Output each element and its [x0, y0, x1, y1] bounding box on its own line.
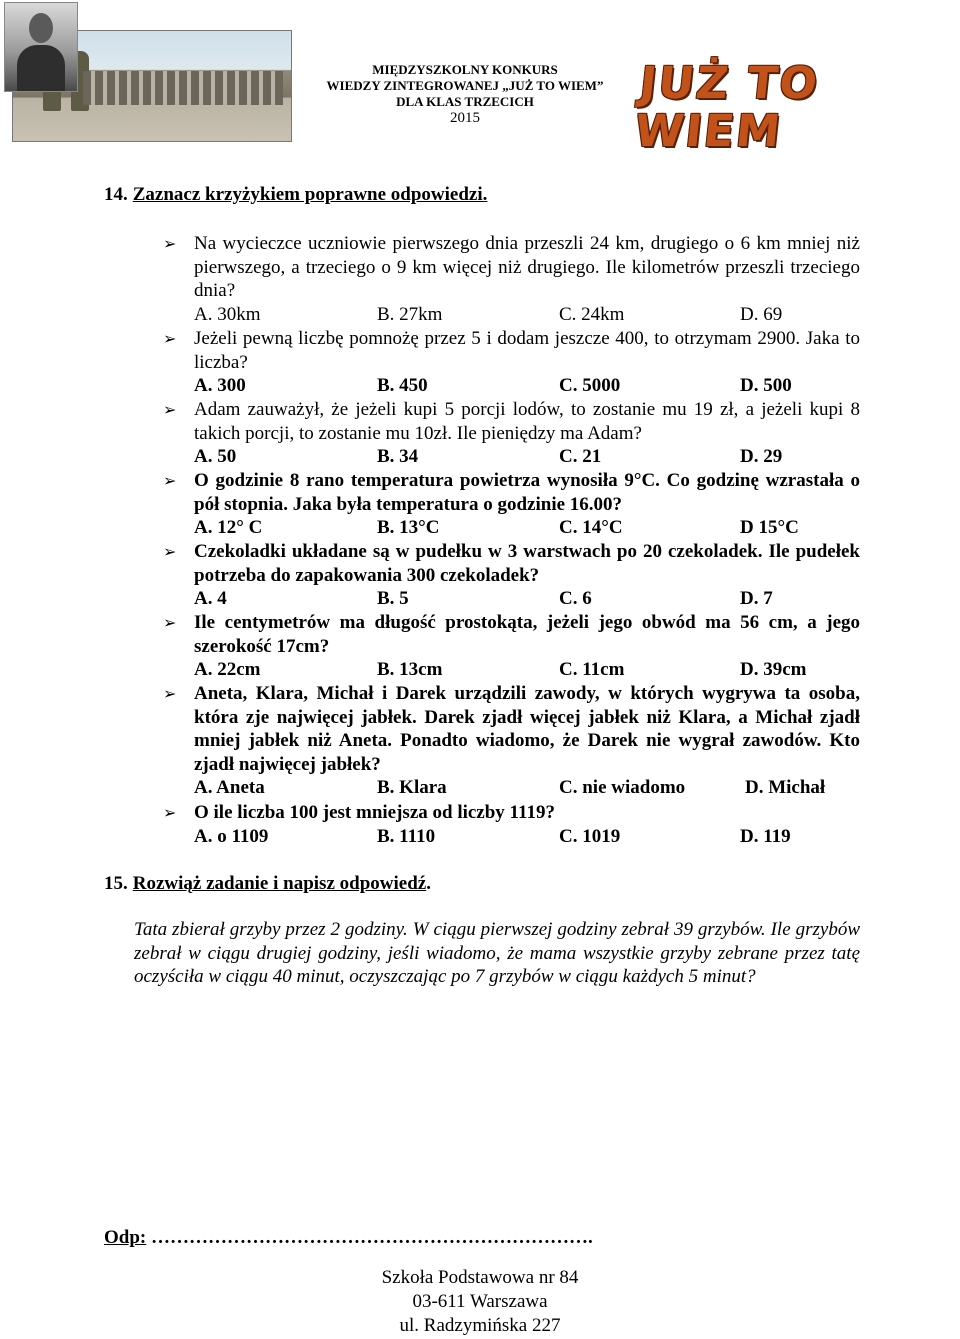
- footer-school-name: Szkoła Podstawowa nr 84: [381, 1267, 579, 1288]
- option-c[interactable]: C. 24km: [559, 303, 625, 325]
- option-a[interactable]: A. 30km: [194, 303, 261, 325]
- answer-line[interactable]: [104, 1227, 593, 1249]
- arrow-bullet-icon: ➢: [163, 329, 177, 348]
- portrait-head-shape: [29, 13, 53, 43]
- contest-line-3: DLA KLAS TRZECICH: [396, 94, 534, 109]
- question-text: O godzinie 8 rano temperatura powietrza wynosiła 9°C. Co godzinę wzrastała o pół stopnia. Jaka była temperatura o godzinie 16.00?: [194, 470, 860, 515]
- option-c[interactable]: C. 14°C: [559, 517, 623, 539]
- option-d[interactable]: D. 500: [740, 375, 792, 397]
- option-a[interactable]: A. 12° C: [194, 517, 263, 539]
- question-title-dot: .: [426, 873, 431, 894]
- option-b[interactable]: B. 13cm: [377, 659, 443, 681]
- page-footer: [0, 1266, 960, 1338]
- option-c[interactable]: C. 5000: [559, 375, 621, 397]
- option-b[interactable]: B. 1110: [377, 825, 436, 847]
- option-c[interactable]: C. nie wiadomo: [559, 777, 686, 799]
- question-number: 14.: [104, 184, 128, 205]
- option-b[interactable]: B. Klara: [377, 777, 447, 799]
- answer-options: [194, 303, 860, 327]
- contest-year: 2015: [450, 110, 480, 126]
- arrow-bullet-icon: ➢: [163, 542, 177, 561]
- arrow-bullet-icon: ➢: [163, 400, 177, 419]
- option-b[interactable]: B. 34: [377, 446, 419, 468]
- footer-postal-city: 03-611 Warszawa: [412, 1291, 548, 1312]
- portrait-body-shape: [17, 45, 65, 91]
- option-d[interactable]: D. 69: [740, 303, 783, 325]
- question-item: [163, 611, 860, 682]
- contest-line-1: MIĘDZYSZKOLNY KONKURS: [372, 62, 558, 77]
- option-a[interactable]: A. 300: [194, 375, 246, 397]
- question-title: Rozwiąż zadanie i napisz odpowiedź: [132, 873, 427, 894]
- option-b[interactable]: B. 450: [377, 375, 428, 397]
- question-15-heading: [104, 873, 431, 895]
- option-b[interactable]: B. 27km: [377, 303, 443, 325]
- question-text: Ile centymetrów ma długość prostokąta, jeżeli jego obwód ma 56 cm, a jego szerokość 17cm?: [194, 612, 860, 657]
- page-header: [0, 0, 960, 157]
- question-text: Na wycieczce uczniowie pierwszego dnia przeszli 24 km, drugiego o 6 km mniej niż pierwszego, a trzeciego o 9 km więcej niż drugiego. Ile kilometrów przeszli trzeciego dnia?: [194, 233, 860, 302]
- arrow-bullet-icon: ➢: [163, 803, 177, 822]
- option-d[interactable]: D. Michał: [745, 777, 826, 799]
- option-b[interactable]: B. 5: [377, 588, 409, 610]
- arrow-bullet-icon: ➢: [163, 684, 177, 703]
- word-problem-text: Tata zbierał grzyby przez 2 godziny. W ciągu pierwszej godziny zebrał 39 grzybów. Ile grzybów zebrał w ciągu drugiej godziny, jeśli wiadomo, że mama wszystkie grzyby zebrane przez tatę oczyściła w ciągu 40 minut, oczyszczając po 7 grzybów w ciągu każdych 5 minut?: [134, 919, 860, 988]
- answer-options: [194, 825, 860, 849]
- arrow-bullet-icon: ➢: [163, 613, 177, 632]
- answer-label: Odp:: [104, 1227, 147, 1248]
- option-c[interactable]: C. 1019: [559, 825, 621, 847]
- building-shape: [83, 71, 283, 105]
- answer-options: [194, 587, 860, 611]
- option-d[interactable]: D. 119: [740, 825, 791, 847]
- option-a[interactable]: A. 50: [194, 446, 237, 468]
- question-text: Czekoladki układane są w pudełku w 3 warstwach po 20 czekoladek. Ile pudełek potrzeba do zapakowania 300 czekoladek?: [194, 541, 860, 586]
- option-d[interactable]: D 15°C: [740, 517, 799, 539]
- question-item: [163, 682, 860, 800]
- question-item: [163, 801, 860, 848]
- answer-dots: …………………………………………………………….: [146, 1227, 593, 1248]
- question-text: Adam zauważył, że jeżeli kupi 5 porcji lodów, to zostanie mu 19 zł, a jeżeli kupi 8 takich porcji, to zostanie mu 10zł. Ile pieniędzy ma Adam?: [194, 399, 860, 444]
- question-item: [163, 398, 860, 469]
- contest-title: [300, 62, 630, 126]
- question-text: Aneta, Klara, Michał i Darek urządzili zawody, w których wygrywa ta osoba, która zje najwięcej jabłek. Darek zjadł więcej jabłek niż Klara, a Michał zjadł mniej jabłek niż Aneta. Ponadto wiadomo, że Darek nie wygrał zawodów. Kto zjadł najwięcej jabłek?: [194, 683, 860, 775]
- arrow-bullet-icon: ➢: [163, 234, 177, 253]
- arrow-bullet-icon: ➢: [163, 471, 177, 490]
- option-a[interactable]: A. Aneta: [194, 777, 265, 799]
- question-14-heading: [104, 184, 487, 206]
- answer-options: [194, 445, 860, 469]
- option-a[interactable]: A. o 1109: [194, 825, 269, 847]
- question-text: O ile liczba 100 jest mniejsza od liczby 1119?: [194, 802, 555, 823]
- question-item: [163, 327, 860, 398]
- question-number: 15.: [104, 873, 128, 894]
- option-c[interactable]: C. 11cm: [559, 659, 625, 681]
- contest-line-2: WIEDZY ZINTEGROWANEJ „JUŻ TO WIEM”: [326, 78, 604, 93]
- patron-portrait: [4, 2, 78, 92]
- option-d[interactable]: D. 29: [740, 446, 783, 468]
- option-d[interactable]: D. 39cm: [740, 659, 807, 681]
- answer-options: [194, 374, 860, 398]
- answer-options: [194, 516, 860, 540]
- contest-logo: JUŻ TO WIEM: [632, 58, 822, 157]
- question-item: [163, 540, 860, 611]
- option-a[interactable]: A. 4: [194, 588, 227, 610]
- question-title: Zaznacz krzyżykiem poprawne odpowiedzi.: [132, 184, 488, 205]
- question-item: [163, 232, 860, 326]
- question-text: Jeżeli pewną liczbę pomnożę przez 5 i dodam jeszcze 400, to otrzymam 2900. Jaka to liczba?: [194, 328, 860, 373]
- answer-options: [194, 658, 860, 682]
- option-b[interactable]: B. 13°C: [377, 517, 440, 539]
- answer-options: [194, 776, 860, 800]
- option-c[interactable]: C. 21: [559, 446, 602, 468]
- option-a[interactable]: A. 22cm: [194, 659, 261, 681]
- footer-street: ul. Radzymińska 227: [399, 1315, 561, 1336]
- option-d[interactable]: D. 7: [740, 588, 773, 610]
- option-c[interactable]: C. 6: [559, 588, 592, 610]
- question-item: [163, 469, 860, 540]
